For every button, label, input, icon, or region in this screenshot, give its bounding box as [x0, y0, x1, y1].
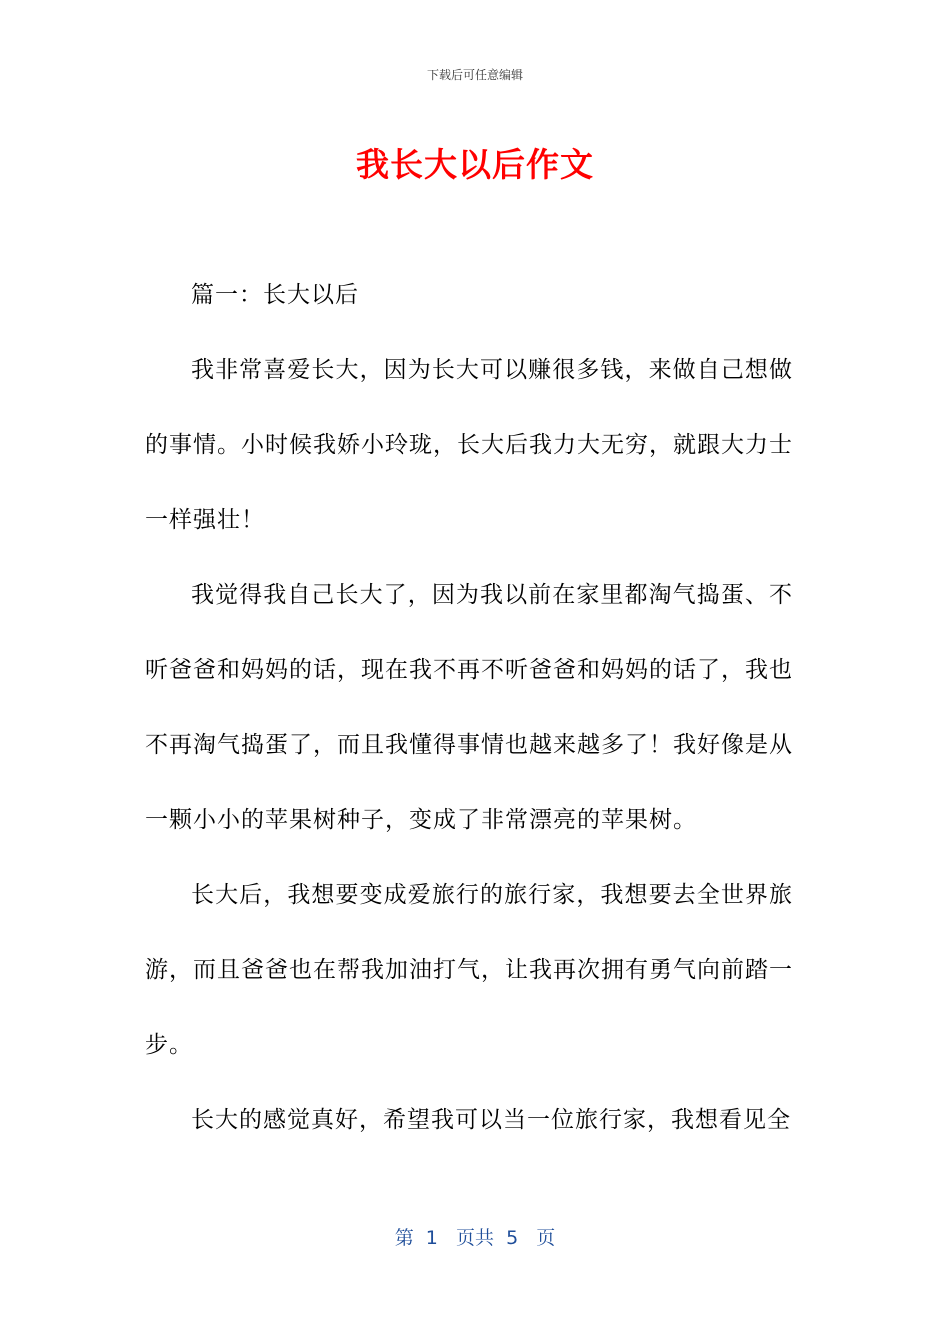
document-body	[145, 258, 793, 1158]
paragraph: 长大后，我想要变成爱旅行的旅行家，我想要去全世界旅游，而且爸爸也在帮我加油打气，让我再次拥有勇气向前踏一步。	[145, 882, 793, 1058]
page-number-footer: 第 1 页共 5 页	[394, 1227, 556, 1249]
paragraph: 长大的感觉真好，希望我可以当一位旅行家，我想看见全	[191, 1107, 791, 1133]
section-heading: 篇一：长大以后	[191, 282, 359, 308]
header-note: 下载后可任意编辑	[426, 68, 523, 82]
paragraph: 我非常喜爱长大，因为长大可以赚很多钱，来做自己想做的事情。小时候我娇小玲珑，长大后我力大无穷，就跟大力士一样强壮！	[145, 357, 793, 533]
paragraph: 我觉得我自己长大了，因为我以前在家里都淘气捣蛋、不听爸爸和妈妈的话，现在我不再不听爸爸和妈妈的话了，我也不再淘气捣蛋了，而且我懂得事情也越来越多了！我好像是从一颗小小的苹果树种子，变成了非常漂亮的苹果树。	[145, 582, 793, 833]
document-title: 我长大以后作文	[356, 145, 594, 184]
